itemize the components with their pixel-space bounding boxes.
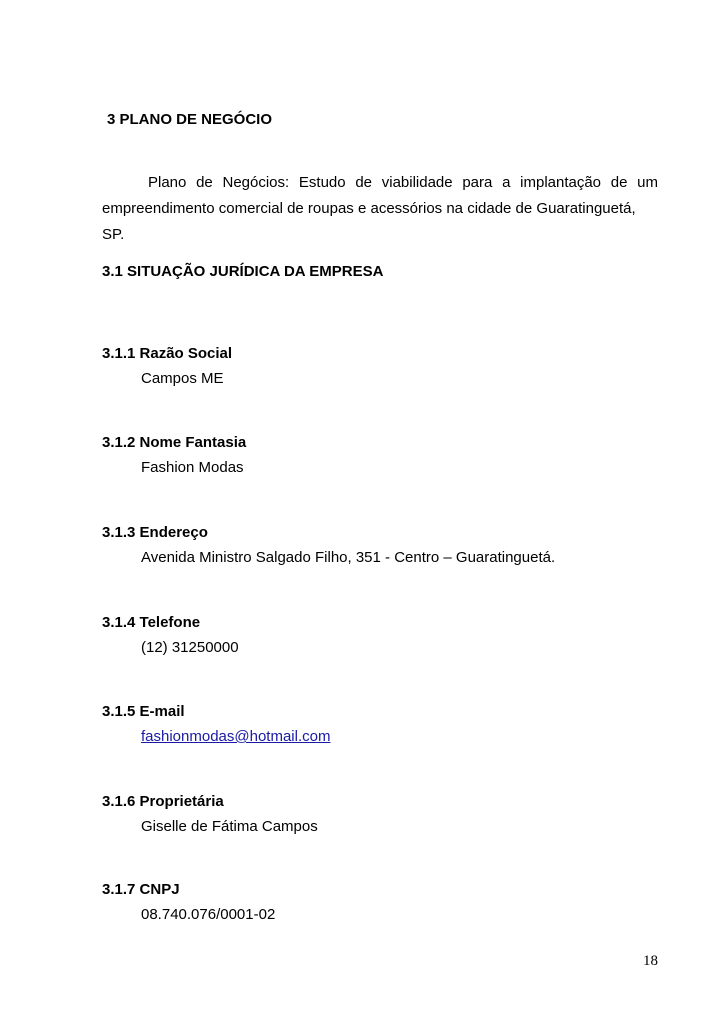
page-number: 18 [643,953,658,969]
telefone-label: 3.1.4 Telefone [102,614,201,631]
nome-fantasia-value: Fashion Modas [141,459,244,476]
cnpj-value: 08.740.076/0001-02 [141,906,276,923]
endereco-value: Avenida Ministro Salgado Filho, 351 - Centro – Guaratinguetá. [141,549,556,566]
email-label: 3.1.5 E-mail [102,703,185,720]
email-link[interactable]: fashionmodas@hotmail.com [141,728,331,745]
intro-line-1: Plano de Negócios: Estudo de viabilidade para a implantação de um [148,174,658,191]
telefone-value: (12) 31250000 [141,639,239,656]
section-title: 3 PLANO DE NEGÓCIO [107,111,273,128]
endereco-label: 3.1.3 Endereço [102,524,208,541]
cnpj-label: 3.1.7 CNPJ [102,881,180,898]
proprietaria-label: 3.1.6 Proprietária [102,793,224,810]
subsection-title: 3.1 SITUAÇÃO JURÍDICA DA EMPRESA [102,263,384,280]
intro-paragraph [102,170,658,248]
intro-line-2: empreendimento comercial de roupas e acessórios na cidade de Guaratinguetá, SP. [102,200,636,243]
nome-fantasia-label: 3.1.2 Nome Fantasia [102,434,247,451]
razao-social-label: 3.1.1 Razão Social [102,345,233,362]
proprietaria-value: Giselle de Fátima Campos [141,818,318,835]
razao-social-value: Campos ME [141,370,224,387]
